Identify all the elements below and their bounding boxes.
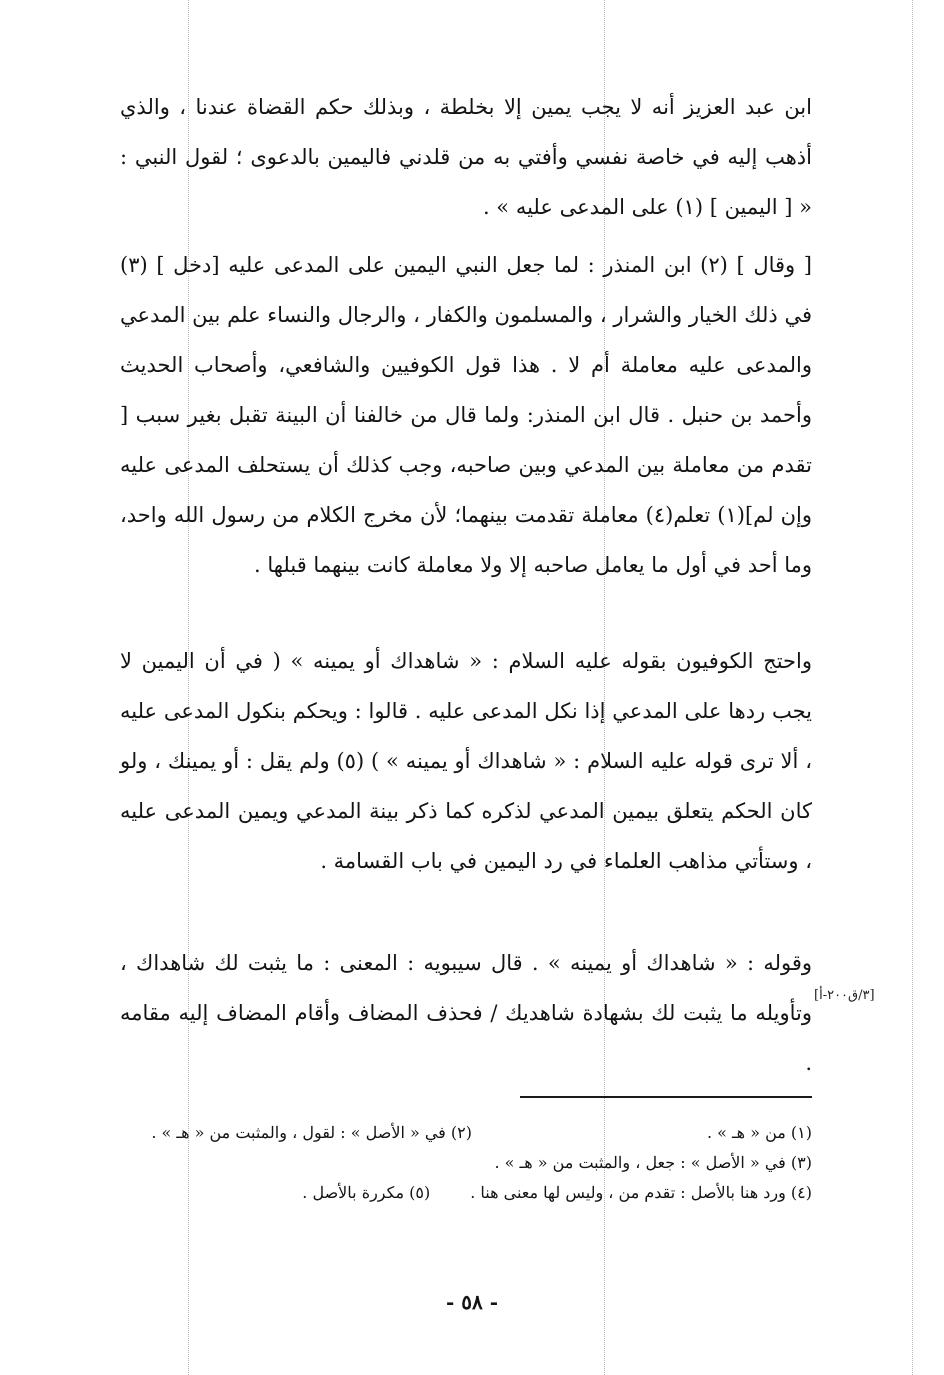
footnote-1: (١) من « هـ » . xyxy=(706,1123,812,1142)
body-paragraph-3 xyxy=(120,636,812,886)
paragraph-text: وقوله : « شاهداك أو يمينه » . قال سيبويه : المعنى : ما يثبت لك شاهداك ، وتأويله ما يثبت لك بشهادة شاهديك / فحذف المضاف وأقام المضاف إليه مقامه . xyxy=(120,951,812,1075)
page-number: - ٥٨ - xyxy=(445,1290,498,1314)
footnote-3: (٣) في « الأصل » : جعل ، والمثبت من « هـ » . xyxy=(494,1153,812,1172)
footnote-row xyxy=(130,1178,812,1208)
body-paragraph-2 xyxy=(120,240,812,590)
body-paragraph-1 xyxy=(120,82,812,232)
footnote-5: (٥) مكررة بالأصل . xyxy=(302,1183,431,1202)
paragraph-text: ابن عبد العزيز أنه لا يجب يمين إلا بخلطة ، وبذلك حكم القضاة عندنا ، والذي أذهب إليه في خاصة نفسي وأفتي به من قلدني فاليمين بالدعوى ؛ لقول النبي : « [ اليمين ] (١) على المدعى عليه » . xyxy=(120,95,812,219)
footnote-4: (٤) ورد هنا بالأصل : تقدم من ، وليس لها معنى هنا . xyxy=(470,1183,812,1202)
scan-guide-line xyxy=(912,0,913,1375)
footnote-separator xyxy=(520,1096,812,1098)
manuscript-folio-note: [٣/ق٢٠٠-أ] xyxy=(814,988,875,1003)
footnote-2: (٢) في « الأصل » : لقول ، والمثبت من « هـ » . xyxy=(151,1123,472,1142)
footnote-row xyxy=(130,1118,812,1148)
paragraph-text: واحتج الكوفيون بقوله عليه السلام : « شاهداك أو يمينه » ( في أن اليمين لا يجب ردها على المدعي إذا نكل المدعى عليه . قالوا : ويحكم بنكول المدعى عليه ، ألا ترى قوله عليه السلام : « شاهداك أو يمينه » ) (٥) ولم يقل : أو يمينك ، ولو كان الحكم يتعلق بيمين المدعي لذكره كما ذكر بينة المدعي ويمين المدعى عليه ، وستأتي مذاهب العلماء في رد اليمين في باب القسامة . xyxy=(120,649,812,873)
body-paragraph-4 xyxy=(120,938,812,1088)
paragraph-text: [ وقال ] (٢) ابن المنذر : لما جعل النبي اليمين على المدعى عليه [دخل ] (٣) في ذلك الخيار والشرار ، والمسلمون والكفار ، والرجال والنساء علم بين المدعي والمدعى عليه معاملة أم لا . هذا قول الكوفيين والشافعي، وأصحاب الحديث وأحمد بن حنبل . قال ابن المنذر: ولما قال من خالفنا أن البينة تقبل بغير سبب [ تقدم من معاملة بين المدعي وبين صاحبه، وجب كذلك أن يستحلف المدعى عليه وإن لم](١) تعلم(٤) معاملة تقدمت بينهما؛ لأن مخرج الكلام من رسول الله واحد، وما أحد في أول ما يعامل صاحبه إلا ولا معاملة كانت بينهما قبلها . xyxy=(120,253,812,577)
footnote-row xyxy=(130,1148,812,1178)
footnotes xyxy=(130,1118,812,1208)
